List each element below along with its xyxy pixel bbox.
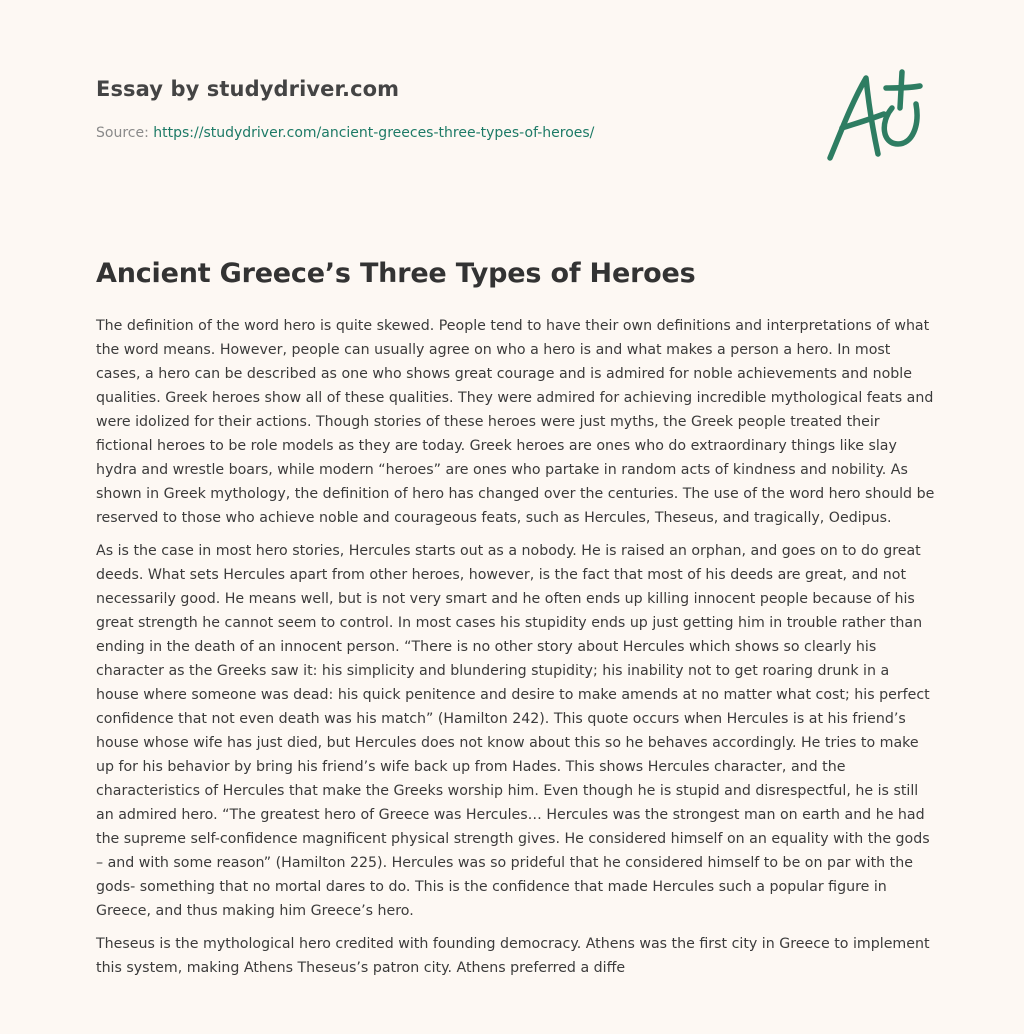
source-line [96, 123, 736, 143]
source-link[interactable]: https://studydriver.com/ancient-greeces-three-types-of-heroes/ [153, 125, 595, 141]
essay-paragraph: Theseus is the mythological hero credited with founding democracy. Athens was the first city in Greece to implement this system, making Athens Theseus’s patron city. Athens preferred a diffe [96, 936, 930, 976]
logo-graphic [820, 64, 932, 168]
a-plus-logo-icon [820, 64, 932, 168]
source-label: Source: [96, 125, 149, 141]
essay-paragraph: As is the case in most hero stories, Hercules starts out as a nobody. He is raised an orphan, and goes on to do great deeds. What sets Hercules apart from other heroes, however, is the fact that most of his deeds are great, and not necessarily good. He means well, but is not very smart and he often ends up killing innocent people because of his great strength he cannot seem to control. In most cases his stupidity ends up just getting him in trouble rather than ending in the death of an innocent person. “There is no other story about Hercules which shows so clearly his character as the Greeks saw it: his simplicity and blundering stupidity; his inability not to get roaring drunk in a house where someone was dead: his quick penitence and desire to make amends at no matter what cost; his perfect confidence that not even death was his match” (Hamilton 242). This quote occurs when Hercules is at his friend’s house whose wife has just died, but Hercules does not know about this so he behaves accordingly. He tries to make up for his behavior by bring his friend’s wife back up from Hades. This shows Hercules character, and the characteristics of Hercules that make the Greeks worship him. Even though he is stupid and disrespectful, he is still an admired hero. “The greatest hero of Greece was Hercules… Hercules was the strongest man on earth and he had the supreme self-confidence magnificent physical strength gives. He considered himself on an equality with the gods – and with some reason” (Hamilton 225). Hercules was so prideful that he considered himself to be on par with the gods- something that no mortal dares to do. This is the confidence that made Hercules such a popular figure in Greece, and thus making him Greece’s hero. [96, 543, 930, 919]
essay-paragraph: The definition of the word hero is quite skewed. People tend to have their own definitions and interpretations of what the word means. However, people can usually agree on who a hero is and what makes a person a hero. In most cases, a hero can be described as one who shows great courage and is admired for noble achievements and noble qualities. Greek heroes show all of these qualities. They were admired for achieving incredible mythological feats and were idolized for their actions. Though stories of these heroes were just myths, the Greek people treated their fictional heroes to be role models as they are today. Greek heroes are ones who do extraordinary things like slay hydra and wrestle boars, while modern “heroes” are ones who partake in random acts of kindness and nobility. As shown in Greek mythology, the definition of hero has changed over the centuries. The use of the word hero should be reserved to those who achieve noble and courageous feats, such as Hercules, Theseus, and tragically, Oedipus. [96, 318, 935, 526]
page-header [96, 74, 736, 143]
document-title: Ancient Greece’s Three Types of Heroes [96, 258, 696, 289]
site-title: Essay by studydriver.com [96, 77, 400, 101]
essay-body [96, 314, 936, 989]
